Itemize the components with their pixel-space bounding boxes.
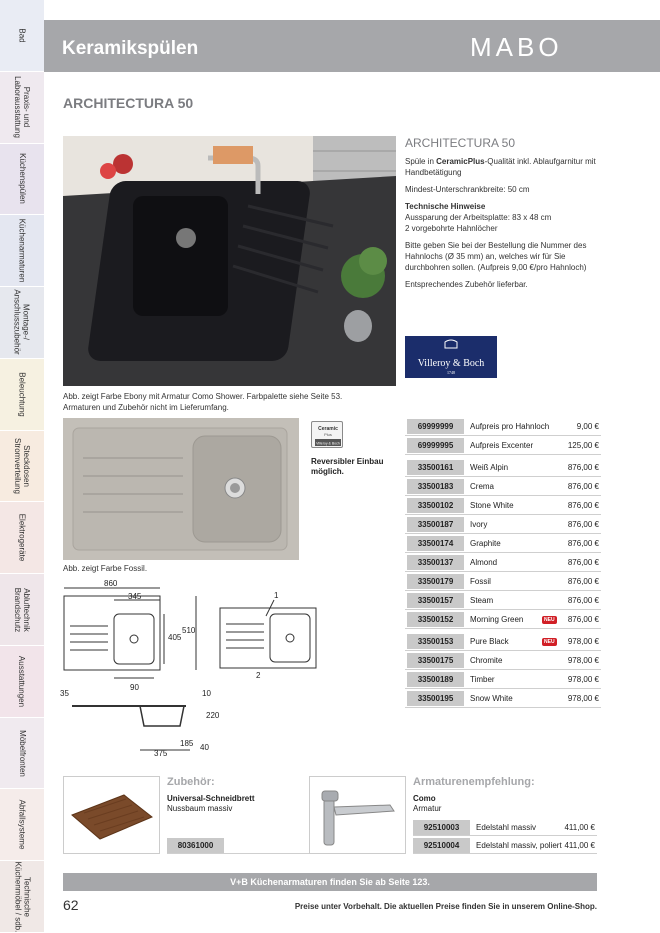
side-tab-label: Abluftechnik Brandschutz — [13, 587, 31, 632]
info-title: ARCHITECTURA 50 — [405, 136, 516, 150]
armatur-price-2: 411,00 € — [564, 841, 595, 850]
price-row — [405, 417, 601, 436]
color-name: Timber — [470, 674, 495, 684]
price-row — [405, 591, 601, 610]
svg-text:1748: 1748 — [447, 370, 455, 375]
svg-text:35: 35 — [60, 689, 69, 698]
sink-fossil-image — [63, 418, 299, 560]
color-name: Snow White — [470, 693, 513, 703]
zubehoer-sub: Nussbaum massiv — [167, 804, 233, 813]
side-tab-label: Praxis- und Laborausstattung — [13, 76, 32, 139]
armatur-row-1 — [413, 820, 597, 836]
tech-line-2: 2 vorgebohrte Hahnlöcher — [405, 224, 498, 233]
price-row — [405, 534, 601, 553]
svg-text:Villeroy & Boch: Villeroy & Boch — [417, 358, 485, 369]
svg-text:40: 40 — [200, 743, 209, 752]
side-tab-3[interactable] — [0, 215, 44, 287]
svg-text:Plus: Plus — [324, 432, 332, 437]
side-tab-6[interactable] — [0, 431, 44, 503]
svg-text:405: 405 — [168, 633, 182, 642]
svg-text:345: 345 — [128, 592, 142, 601]
svg-text:2: 2 — [256, 671, 261, 680]
side-tab-label: Abfallsysteme — [17, 799, 27, 850]
side-tab-4[interactable] — [0, 287, 44, 359]
footer-note: Preise unter Vorbehalt. Die aktuellen Preise finden Sie in unserem Online-Shop. — [294, 902, 597, 911]
armatur-heading: Armaturenempfehlung: — [413, 776, 535, 788]
side-tab-label: Bad — [17, 28, 27, 43]
price: 978,00 € — [567, 674, 599, 684]
side-tab-label: Möbelfronten — [17, 729, 27, 777]
article-number: 33500175 — [407, 653, 464, 668]
color-name: Morning Green — [470, 614, 524, 624]
side-tab-5[interactable] — [0, 359, 44, 431]
svg-text:10: 10 — [202, 689, 211, 698]
tech-line-1: Aussparung der Arbeitsplatte: 83 x 48 cm — [405, 213, 552, 222]
price: 876,00 € — [567, 519, 599, 529]
svg-text:510: 510 — [182, 626, 196, 635]
article-number: 33500195 — [407, 691, 464, 706]
price-row — [405, 496, 601, 515]
page-title: Keramikspülen — [62, 38, 199, 59]
price: 125,00 € — [567, 440, 599, 450]
article-number: 33500183 — [407, 479, 464, 494]
order-note: Bitte geben Sie bei der Bestellung die Nummer des Hahnlochs (Ø 35 mm) an, welches wir für Sie durchbohren sollen. (Aufpreis 9,00 €/pro Hahnloch) — [405, 241, 587, 272]
product-photo — [63, 136, 396, 386]
side-tab-label: Küchenarmaturen — [17, 218, 27, 283]
color-name: Graphite — [470, 538, 501, 548]
armatur-price-1: 411,00 € — [564, 823, 595, 832]
svg-text:Villeroy & Boch: Villeroy & Boch — [316, 441, 340, 446]
armatur-name: Como — [413, 794, 436, 803]
color-name: Aufpreis Excenter — [470, 440, 534, 450]
article-number: 69999995 — [407, 438, 464, 453]
color-name: Ivory — [470, 519, 488, 529]
svg-text:1: 1 — [274, 591, 279, 600]
price-table — [405, 417, 601, 708]
color-name: Aufpreis pro Hahnloch — [470, 421, 550, 431]
svg-text:860: 860 — [104, 579, 118, 588]
side-tab-8[interactable] — [0, 574, 44, 646]
side-tab-12[interactable] — [0, 861, 44, 933]
side-tab-10[interactable] — [0, 718, 44, 790]
page-number: 62 — [63, 897, 79, 913]
article-number: 33500179 — [407, 574, 464, 589]
price: 876,00 € — [567, 481, 599, 491]
info-description: Spüle in CeramicPlus-Qualität inkl. Ablaufgarnitur mit Handbetätigung — [405, 157, 596, 177]
price: 978,00 € — [567, 636, 599, 646]
svg-text:220: 220 — [206, 711, 220, 720]
svg-text:MABO: MABO — [470, 34, 563, 60]
article-number: 33500137 — [407, 555, 464, 570]
product-title: ARCHITECTURA 50 — [63, 95, 194, 111]
side-tab-label: Steckdosen Stromverteilung — [13, 437, 31, 494]
side-tab-navigation — [0, 0, 44, 933]
article-number: 33500187 — [407, 517, 464, 532]
price: 876,00 € — [567, 500, 599, 510]
side-tab-11[interactable] — [0, 789, 44, 861]
price: 978,00 € — [567, 655, 599, 665]
price: 876,00 € — [567, 557, 599, 567]
price: 876,00 € — [567, 576, 599, 586]
side-tab-9[interactable] — [0, 646, 44, 718]
color-name: Chromite — [470, 655, 503, 665]
side-tab-7[interactable] — [0, 502, 44, 574]
article-number: 33500152 — [407, 612, 464, 627]
price-row — [405, 572, 601, 591]
price: 876,00 € — [567, 614, 599, 624]
side-tab-label: Technische Küchenmöbel / sdb. — [13, 861, 31, 932]
side-tab-0[interactable] — [0, 0, 44, 72]
armatur-sub: Armatur — [413, 804, 442, 813]
info-block — [405, 136, 601, 290]
armatur-code-2: 92510004 — [413, 838, 470, 853]
side-tab-1[interactable] — [0, 72, 44, 144]
price-row — [405, 458, 601, 477]
price-row — [405, 689, 601, 708]
article-number: 33500102 — [407, 498, 464, 513]
color-name: Pure Black — [470, 636, 509, 646]
page-header — [44, 20, 660, 72]
article-number: 33500153 — [407, 634, 464, 649]
reversible-note: Reversibler Einbau möglich. — [311, 457, 384, 476]
price-row — [405, 651, 601, 670]
armatur-code-1: 92510003 — [413, 820, 470, 835]
price-row — [405, 610, 601, 629]
color-name: Steam — [470, 595, 494, 605]
color-name: Weiß Alpin — [470, 462, 509, 472]
side-tab-2[interactable] — [0, 144, 44, 216]
price-row — [405, 632, 601, 651]
svg-text:185: 185 — [180, 739, 194, 748]
svg-text:90: 90 — [130, 683, 139, 692]
info-min-width: Mindest-Unterschrankbreite: 50 cm — [405, 185, 530, 194]
side-tab-label: Beleuchtung — [17, 371, 27, 417]
ceramicplus-badge — [311, 421, 343, 448]
price-row — [405, 553, 601, 572]
mabo-logo — [470, 34, 600, 65]
faucet-recommendation-block — [309, 776, 595, 856]
tech-heading: Technische Hinweise — [405, 202, 486, 211]
footer-banner: V+B Küchenarmaturen finden Sie ab Seite 123. — [63, 873, 597, 891]
color-name: Almond — [470, 557, 498, 567]
armatur-row-2 — [413, 838, 597, 854]
article-number: 69999999 — [407, 419, 464, 434]
cutting-board-image — [63, 776, 160, 854]
price-row — [405, 515, 601, 534]
photo-caption: Abb. zeigt Farbe Ebony mit Armatur Como Shower. Farbpalette siehe Seite 53. Armaturen und Zubehör nicht im Lieferumfang. — [63, 392, 343, 412]
color-name: Stone White — [470, 500, 514, 510]
color-name: Crema — [470, 481, 495, 491]
new-badge: NEU — [544, 639, 555, 645]
color-name: Fossil — [470, 576, 491, 586]
villeroy-boch-logo — [405, 336, 497, 378]
zubehoer-heading: Zubehör: — [167, 776, 215, 788]
technical-drawing — [60, 578, 370, 768]
zubehoer-code: 80361000 — [167, 838, 224, 853]
accessory-block — [63, 776, 301, 856]
svg-text:375: 375 — [154, 749, 168, 758]
como-faucet-image — [309, 776, 406, 854]
new-badge: NEU — [544, 617, 555, 623]
zubehoer-name: Universal-Schneidbrett — [167, 794, 255, 803]
new-badge-slot — [542, 614, 556, 624]
armatur-variant-1: Edelstahl massiv — [476, 823, 537, 832]
price-row — [405, 670, 601, 689]
article-number: 33500157 — [407, 593, 464, 608]
article-number: 33500161 — [407, 460, 464, 475]
price-row — [405, 477, 601, 496]
side-tab-label: Elektrogeräte — [17, 513, 27, 562]
swatch-caption: Abb. zeigt Farbe Fossil. — [63, 564, 148, 573]
svg-text:Ceramic: Ceramic — [318, 426, 338, 432]
price: 876,00 € — [567, 595, 599, 605]
article-number: 33500189 — [407, 672, 464, 687]
article-number: 33500174 — [407, 536, 464, 551]
price: 876,00 € — [567, 462, 599, 472]
side-tab-label: Ausstattungen — [17, 655, 27, 707]
armatur-variant-2: Edelstahl massiv, poliert — [476, 841, 562, 850]
price: 876,00 € — [567, 538, 599, 548]
price: 9,00 € — [576, 421, 599, 431]
new-badge-slot — [542, 636, 556, 646]
accessory-note: Entsprechendes Zubehör lieferbar. — [405, 280, 528, 289]
price: 978,00 € — [567, 693, 599, 703]
side-tab-label: Küchenspülen — [17, 153, 27, 205]
price-row — [405, 436, 601, 455]
side-tab-label: Montage-/ Anschlusszubehör — [13, 289, 31, 356]
